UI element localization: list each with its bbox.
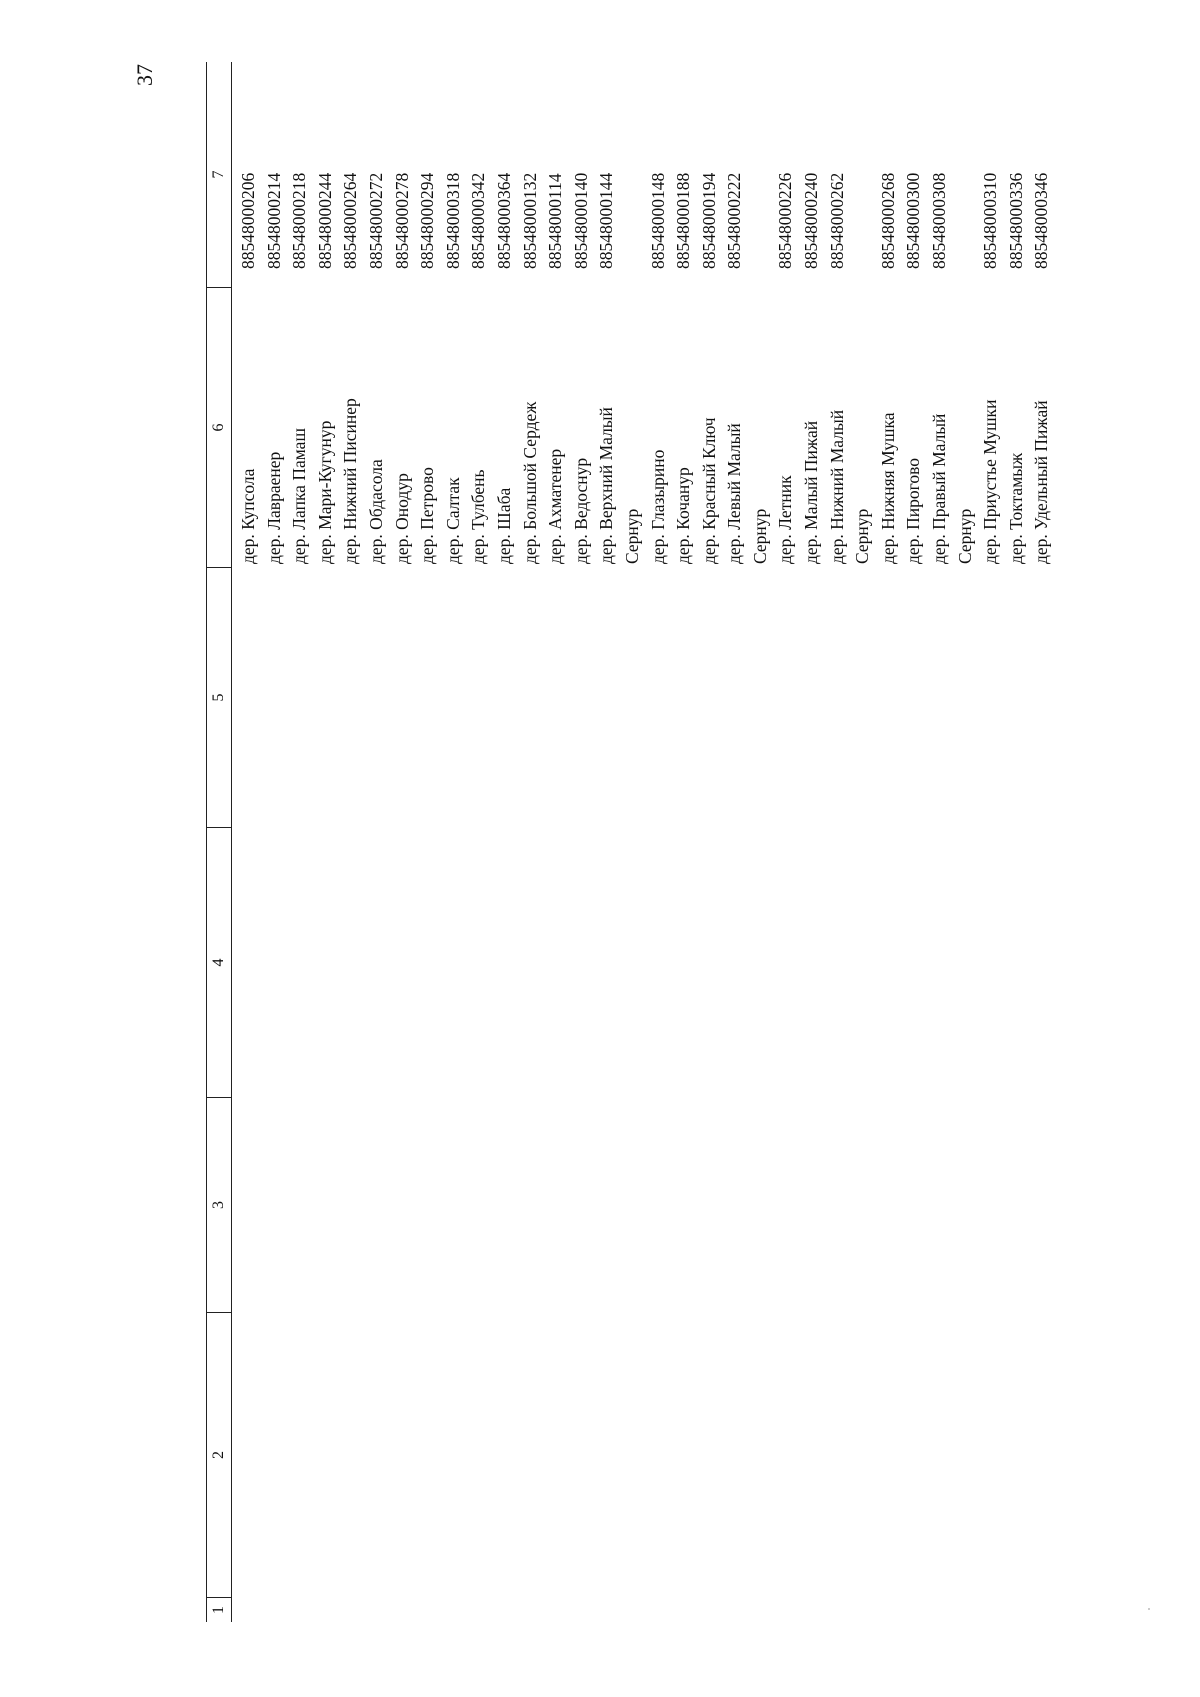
settlement-name: дер. Малый Пижай bbox=[801, 420, 822, 564]
okato-code: 88548000194 bbox=[698, 172, 719, 269]
column-header-2: 2 bbox=[207, 1312, 231, 1597]
okato-code: 88548000264 bbox=[340, 172, 361, 269]
okato-code: 88548000268 bbox=[877, 172, 898, 269]
settlement-name: дер. Удельный Пижай bbox=[1031, 400, 1052, 564]
settlement-name: дер. Кочанур bbox=[673, 467, 694, 564]
settlement-name: дер. Красный Ключ bbox=[698, 417, 719, 564]
okato-code: 88548000310 bbox=[980, 172, 1001, 269]
scan-speck bbox=[1148, 1608, 1150, 1610]
settlement-name: дер. Мари-Кугунур bbox=[314, 420, 335, 564]
settlement-name: дер. Нижний Малый bbox=[826, 409, 847, 564]
okato-code: 88548000294 bbox=[417, 172, 438, 269]
column-number-header-row bbox=[206, 62, 232, 1622]
column-header-5: 5 bbox=[207, 567, 231, 827]
settlement-name: дер. Шаба bbox=[493, 487, 514, 564]
settlement-name: дер. Верхний Малый bbox=[596, 407, 617, 564]
column-header-3: 3 bbox=[207, 1097, 231, 1312]
column-header-4: 4 bbox=[207, 827, 231, 1097]
settlement-name: дер. Петрово bbox=[417, 467, 438, 564]
column-header-1: 1 bbox=[207, 1597, 231, 1622]
settlement-name: дер. Тулбень bbox=[468, 469, 489, 564]
okato-code: 88548000132 bbox=[519, 172, 540, 269]
okato-code-column bbox=[236, 77, 1055, 277]
okato-code: 88548000240 bbox=[801, 172, 822, 269]
column-header-6: 6 bbox=[207, 287, 231, 567]
settlement-name: дер. Нижний Писинер bbox=[340, 398, 361, 564]
okato-code bbox=[850, 77, 876, 277]
settlement-name: дер. Купсола bbox=[238, 468, 258, 564]
okato-code: 88548000226 bbox=[775, 172, 796, 269]
settlement-name: дер. Лавраенер bbox=[263, 451, 284, 564]
settlement-name: дер. Левый Малый bbox=[724, 423, 745, 564]
settlement-name: Сернур bbox=[749, 508, 770, 564]
settlement-name: дер. Пирогово bbox=[903, 457, 924, 564]
settlement-name: дер. Нижняя Мушка bbox=[877, 412, 898, 564]
page-number: 37 bbox=[132, 64, 157, 86]
settlement-table bbox=[206, 62, 1200, 1622]
okato-code bbox=[620, 77, 646, 277]
okato-code: 88548000114 bbox=[545, 173, 566, 269]
okato-code: 88548000244 bbox=[314, 172, 335, 269]
okato-code: 88548000336 bbox=[1005, 172, 1026, 269]
okato-code: 88548000144 bbox=[596, 172, 617, 269]
okato-code: 88548000278 bbox=[391, 172, 412, 269]
settlement-name: дер. Онодур bbox=[391, 473, 412, 564]
settlement-name: дер. Летник bbox=[775, 475, 796, 564]
okato-code: 88548000214 bbox=[263, 172, 284, 269]
okato-code: 88548000272 bbox=[365, 172, 386, 269]
settlement-name: дер. Правый Малый bbox=[929, 413, 950, 564]
okato-code: 88548000206 bbox=[238, 172, 258, 269]
settlement-name: дер. Токтамыж bbox=[1005, 452, 1026, 564]
okato-code: 88548000342 bbox=[468, 172, 489, 269]
okato-code: 88548000346 bbox=[1031, 172, 1052, 269]
okato-code: 88548000218 bbox=[289, 172, 310, 269]
settlement-name: Сернур bbox=[954, 508, 975, 564]
okato-code: 88548000148 bbox=[647, 172, 668, 269]
settlement-name: дер. Приустье Мушки bbox=[980, 399, 1001, 564]
settlement-name: Сернур bbox=[621, 508, 642, 564]
column-header-7: 7 bbox=[210, 170, 227, 179]
settlement-name-column bbox=[236, 282, 1055, 572]
okato-code: 88548000308 bbox=[929, 172, 950, 269]
okato-code: 88548000300 bbox=[903, 172, 924, 269]
table-body bbox=[232, 62, 1200, 1622]
settlement-name: дер. Обдасола bbox=[365, 459, 386, 564]
settlement-name: дер. Большой Сердеж bbox=[519, 401, 540, 564]
okato-code bbox=[953, 77, 979, 277]
okato-code: 88548000188 bbox=[673, 172, 694, 269]
settlement-name: дер. Салтак bbox=[442, 477, 463, 564]
okato-code: 88548000364 bbox=[493, 172, 514, 269]
okato-code bbox=[748, 77, 774, 277]
okato-code: 88548000318 bbox=[442, 172, 463, 269]
settlement-name: дер. Лапка Памаш bbox=[289, 428, 310, 564]
settlement-name: дер. Ведоснур bbox=[570, 457, 591, 564]
okato-code: 88548000262 bbox=[826, 172, 847, 269]
okato-code: 88548000222 bbox=[724, 172, 745, 269]
settlement-name: дер. Ахматенер bbox=[545, 448, 566, 564]
settlement-name: Сернур bbox=[852, 508, 873, 564]
settlement-name: дер. Глазырино bbox=[647, 449, 668, 564]
okato-code: 88548000140 bbox=[570, 172, 591, 269]
